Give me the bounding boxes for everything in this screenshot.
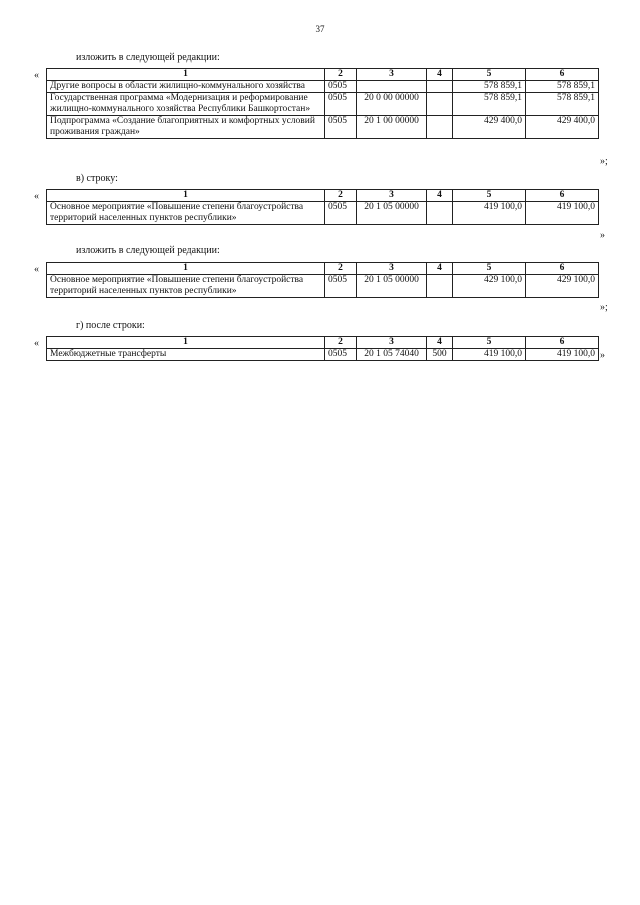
header-cell: 5	[453, 69, 526, 81]
table-header-row	[47, 263, 599, 275]
block-1-close-quote: »;	[600, 156, 608, 167]
header-cell: 6	[526, 263, 599, 275]
header-cell: 1	[47, 190, 325, 202]
cell-type: 500	[427, 349, 453, 361]
table-header-row	[47, 337, 599, 349]
block-2-close-quote: »	[600, 230, 605, 241]
cell-amount-6: 419 100,0	[526, 349, 599, 361]
header-cell: 3	[357, 69, 427, 81]
cell-section: 0505	[325, 81, 357, 93]
header-cell: 1	[47, 337, 325, 349]
cell-type	[427, 202, 453, 225]
header-cell: 5	[453, 337, 526, 349]
cell-amount-6: 578 859,1	[526, 81, 599, 93]
cell-amount-5: 419 100,0	[453, 202, 526, 225]
table-row	[47, 93, 599, 116]
cell-amount-6: 419 100,0	[526, 202, 599, 225]
block-4-table	[46, 336, 599, 361]
header-cell: 5	[453, 190, 526, 202]
block-4-close-quote: »	[600, 350, 605, 361]
table-row	[47, 81, 599, 93]
block-1-table	[46, 68, 599, 139]
cell-amount-6: 429 400,0	[526, 116, 599, 139]
header-cell: 1	[47, 263, 325, 275]
cell-target: 20 1 00 00000	[357, 116, 427, 139]
header-cell: 2	[325, 69, 357, 81]
cell-section: 0505	[325, 93, 357, 116]
cell-section: 0505	[325, 116, 357, 139]
block-3-close-quote: »;	[600, 302, 608, 313]
header-cell: 4	[427, 190, 453, 202]
cell-amount-5: 578 859,1	[453, 93, 526, 116]
cell-name: Подпрограмма «Создание благоприятных и комфортных условий проживания граждан»	[47, 116, 325, 139]
cell-amount-5: 429 400,0	[453, 116, 526, 139]
header-cell: 4	[427, 337, 453, 349]
cell-amount-5: 578 859,1	[453, 81, 526, 93]
cell-type	[427, 93, 453, 116]
block-1-open-quote: «	[34, 70, 39, 81]
header-cell: 5	[453, 263, 526, 275]
table-header-row	[47, 69, 599, 81]
cell-name: Основное мероприятие «Повышение степени благоустройства территорий населенных пунктов республики»	[47, 202, 325, 225]
block-2-intro: в) строку:	[76, 173, 118, 184]
header-cell: 2	[325, 263, 357, 275]
cell-type	[427, 81, 453, 93]
cell-name: Основное мероприятие «Повышение степени благоустройства территорий населенных пунктов республики»	[47, 275, 325, 298]
cell-name: Другие вопросы в области жилищно-коммунального хозяйства	[47, 81, 325, 93]
header-cell: 6	[526, 69, 599, 81]
cell-type	[427, 275, 453, 298]
cell-amount-5: 429 100,0	[453, 275, 526, 298]
cell-amount-6: 429 100,0	[526, 275, 599, 298]
header-cell: 2	[325, 190, 357, 202]
header-cell: 3	[357, 263, 427, 275]
table-row	[47, 349, 599, 361]
cell-target: 20 1 05 00000	[357, 275, 427, 298]
block-1-intro: изложить в следующей редакции:	[76, 52, 220, 63]
block-3-intro: изложить в следующей редакции:	[76, 245, 220, 256]
header-cell: 4	[427, 69, 453, 81]
header-cell: 3	[357, 337, 427, 349]
cell-name: Межбюджетные трансферты	[47, 349, 325, 361]
cell-section: 0505	[325, 275, 357, 298]
cell-amount-6: 578 859,1	[526, 93, 599, 116]
cell-section: 0505	[325, 349, 357, 361]
header-cell: 2	[325, 337, 357, 349]
block-4-open-quote: «	[34, 338, 39, 349]
cell-section: 0505	[325, 202, 357, 225]
cell-target	[357, 81, 427, 93]
cell-target: 20 0 00 00000	[357, 93, 427, 116]
block-4-intro: г) после строки:	[76, 320, 145, 331]
cell-target: 20 1 05 74040	[357, 349, 427, 361]
table-row	[47, 202, 599, 225]
block-3-table	[46, 262, 599, 298]
block-2-open-quote: «	[34, 191, 39, 202]
table-header-row	[47, 190, 599, 202]
cell-type	[427, 116, 453, 139]
header-cell: 6	[526, 337, 599, 349]
header-cell: 1	[47, 69, 325, 81]
cell-amount-5: 419 100,0	[453, 349, 526, 361]
block-2-table	[46, 189, 599, 225]
page-number: 37	[315, 24, 325, 34]
cell-target: 20 1 05 00000	[357, 202, 427, 225]
header-cell: 4	[427, 263, 453, 275]
table-row	[47, 116, 599, 139]
header-cell: 3	[357, 190, 427, 202]
block-3-open-quote: «	[34, 264, 39, 275]
cell-name: Государственная программа «Модернизация и реформирование жилищно-коммунального хозяйства Республики Башкортостан»	[47, 93, 325, 116]
table-row	[47, 275, 599, 298]
header-cell: 6	[526, 190, 599, 202]
